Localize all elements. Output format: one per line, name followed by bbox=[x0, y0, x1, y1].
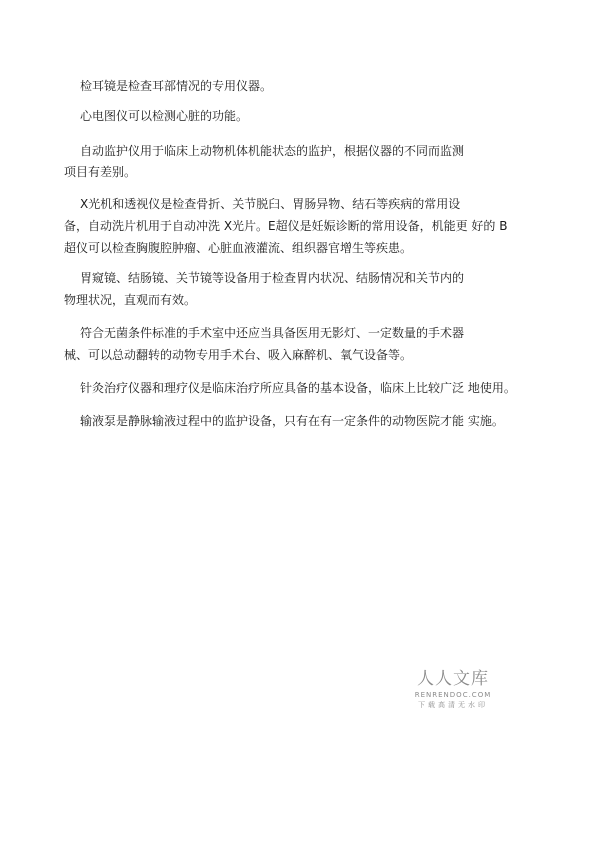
paragraph-line: X光机和透视仪是检查骨折、关节脱臼、胃肠异物、结石等疾病的常用设 bbox=[80, 197, 461, 211]
paragraph-line: 胃窥镜、结肠镜、关节镜等设备用于检查胃内状况、结肠情况和关节内的 bbox=[80, 271, 465, 285]
paragraph-line: 检耳镜是检查耳部情况的专用仪器。 bbox=[80, 79, 273, 93]
paragraph-line: 输液泵是静脉输液过程中的监护设备，只有在有一定条件的动物医院才能 实施。 bbox=[80, 414, 504, 428]
paragraph-line: 针灸治疗仪器和理疗仪是临床治疗所应具备的基本设备，临床上比较广泛 地使用。 bbox=[80, 381, 516, 395]
watermark-title: 人人文库 bbox=[417, 669, 489, 689]
watermark-logo bbox=[398, 664, 508, 710]
paragraph-line: 超仪可以检查胸腹腔肿瘤、心脏血液灌流、组织器官增生等疾患。 bbox=[64, 241, 413, 255]
watermark-note: 下载高清无水印 bbox=[418, 701, 488, 709]
paragraph-line: 自动监护仪用于临床上动物机体机能状态的监护，根据仪器的不同而监测 bbox=[80, 144, 465, 158]
paragraph-line: 备，自动洗片机用于自动冲洗 X光片。E超仪是妊娠诊断的常用设备，机能更 好的 B bbox=[64, 219, 508, 233]
paragraph-line: 符合无菌条件标准的手术室中还应当具备医用无影灯、一定数量的手术器 bbox=[80, 326, 465, 340]
paragraph-line: 物理状况，直观而有效。 bbox=[64, 293, 197, 307]
watermark-domain: RENRENDOC.COM bbox=[414, 691, 492, 699]
paragraph-line: 项目有差别。 bbox=[64, 165, 137, 179]
paragraph-line: 械、可以总动翻转的动物专用手术台、吸入麻醉机、氧气设备等。 bbox=[64, 348, 413, 362]
paragraph-line: 心电图仪可以检测心脏的功能。 bbox=[80, 109, 249, 123]
